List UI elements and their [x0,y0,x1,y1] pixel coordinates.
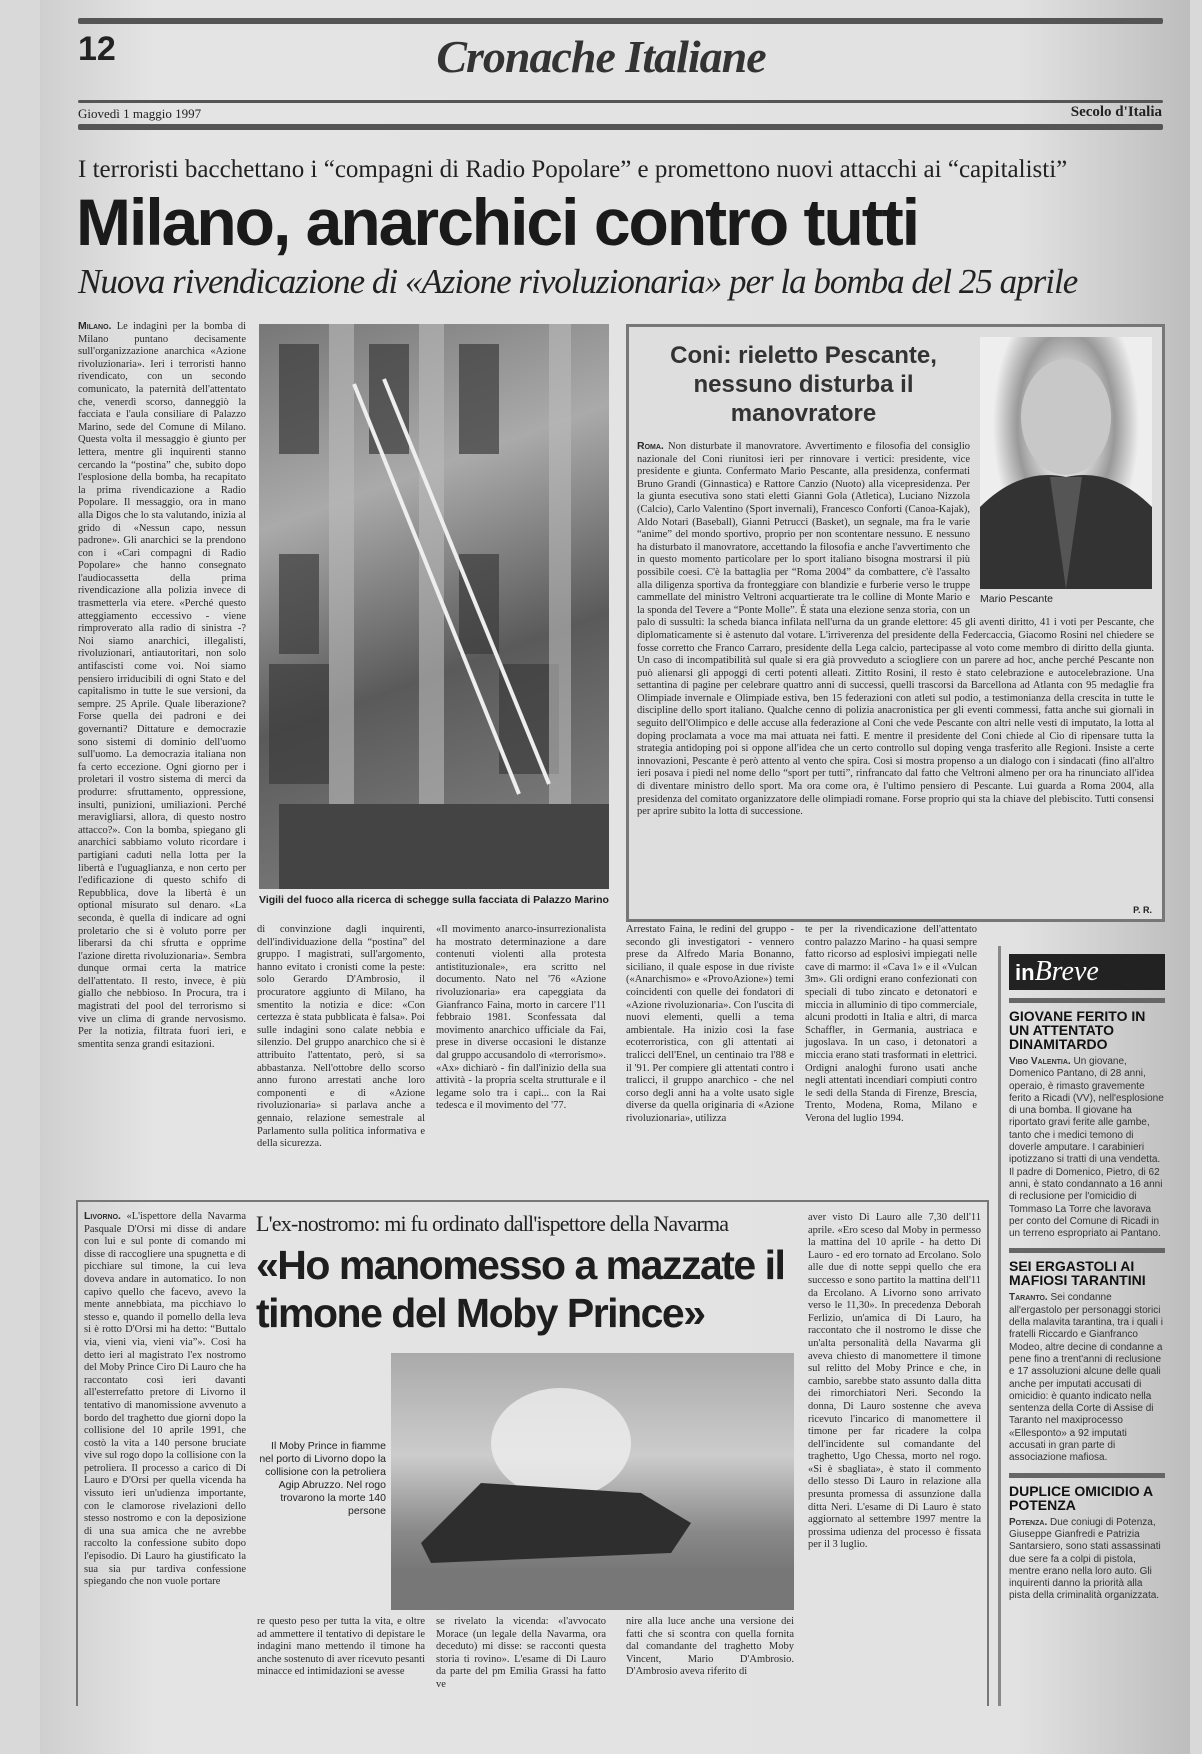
title-breve: Breve [1034,956,1099,987]
coni-headline: Coni: rieletto Pescante, nessuno disturba il manovratore [670,342,937,427]
article-text: «L'ispettore della Navarma Pasquale D'Orsi mi disse di andare con lui e sul ponte di comando mi disse di raccogliere una spugnetta e di picchiare sul timone, la cui leva doveva andare in automatico. Io non capivo quello che facevo, avevo la mente annebbiata, ma picchiavo lo stesso e, quando il pomello della leva si è rotto D'Orsi mi ha detto: “Buttalo via, vieni via, vieni via”». Così ha detto ieri al magistrato l'ex nostromo del Moby Prince Ciro Di Lauro che ha raccontato così ieri davanti all'esterrefatto pretore di Livorno il tentativo di manomissione avvenuto a bordo del traghetto due giorni dopo la collisione del 10 aprile 1991, che costò la vita a 140 persone bruciate vive sul rogo dopo la collisione con la petroliera. Il processo a carico di Di Lauro e D'Orsi per quella vicenda ha vissuto ieri un'udienza importante, con le clamorose rivelazioni dello stesso nostromo e con la deposizione di una sua amica che ne avrebbe raccolto la confessione subito dopo l'episodio. Di Lauro ha giustificato la sua sia pur tardiva confessione spiegando che non vuole portare [84,1211,246,1588]
lead-column-4: Arrestato Faina, le redini del gruppo - secondo gli investigatori - vennero prese da Alfredo Maria Bonanno, siciliano, il quale espose in due riviste («Anarchismo» e «ProvoAzione») temi coincidenti con quelle dei fondatori di «Azione rivoluzionaria». Con l'uscita di nuovi elementi, quelli a tema ambientale. Ha inizio così la fase ecoterroristica, con gli attentati ai tralicci dell'Enel, un centinaio tra l'88 e il '91. Per compiere gli attentati contro i tralicci, il gruppo anarchico - che nel corso degli anni ha a volte usato sigle diverse da quella originaria di «Azione rivoluzionaria», utilizza [626,924,794,1124]
moby-heading-block [256,1210,796,1337]
brief-body: Due coniugi di Potenza, Giuseppe Gianfredi e Patrizia Santarsiero, sono stati assassinati due sere fa a colpi di pistola, mentre erano nella loro auto. Gli inquirenti danno la priorità alla pista della criminalità organizzata. [1009,1516,1161,1602]
lead-subtitle: Nuova rivendicazione di «Azione rivoluzionaria» per la bomba del 25 aprile [78,262,1078,301]
article-text: Non disturbate il manovratore. Avvertimento e filosofia del consiglio nazionale del Coni riunitosi ieri per rinnovare i vertici: presidente, vice presidente e giunta. Confermato Mario Pescante, alla presidenza, confermati Bruno Grandi (Ginnastica) e Rattore Canzio (Nuoto) alla vicepresidenza. Per la giunta esecutiva sono stati eletti Gianni Gola (Atletica), Luciano Nizzola (Calcio), Carlo Valentino (Sport invernali), Francesco Conforti (Canoa-Kajak), Aldo Notari (Baseball), Gianni Petrucci (Basket), un segnale, ma fra le varie “anime” del mondo sportivo, proprio per non scontentare nessuno. E nessuno ha disturbato il manovratore, accettando la filosofia e anche l'avvertimento che in questo momento particolare per lo sport italiano bisogna mostrarsi il più possibile coesi. C'è la battaglia per “Roma 2004” da combattere, c'è l'assalto alla diligenza sportiva da fronteggiare con blandizie e furberie verso le truppe cammellate del ministro Veltroni acquartierate tra le colline di Monte Mario e la sponda del Tevere a “Ponte Molle”. È stata una elezione senza storia, con un palo di sussulti: la scheda bianca infilata nell'urna da un grande elettore: 45 gli aventi diritto, 41 i voti per Pescante, che diplomaticamente si è astenuto dal votare. L'irriverenza del presidente della Federcaccia, Giacomo Rosini nel chiedere se fosse corretto che Franco Carraro, presidente della Lega calcio, partecipasse al voto come membro di diritto della giunta. Un caso di incompatibilità sul quale si era già provveduto a sciogliere con un parere ad hoc, anche perché Pescante non può alienarsi gli appoggi di certi potenti alleati. Zittito Rosini, il resto è stato celebrazione e autocelebrazione. Una settantina di pagine per celebrare quattro anni di successi, quelli trascorsi da Barcellona ad Atlanta con 95 medaglie fra Olimpiade invernale e Olimpiade estiva, ben 15 federazioni con atleti sul podio, a testimonianza della crescita in tutte le discipline dello sport italiano. Qualche cenno di polizia anacronistica per gli eventi commessi, fatta anche sui giornali in seguito dell'Olimpico e delle accuse alla federazione al Coni che vede Pescante con altri nelle vesti di imputato, la lotta al doping proclamata a voce ma mai attuata nei fatti. E mentre il presidente del Coni chiede al Cio di ripensare tutta la strategia antidoping poi si oppone all'idea che un certo controllo sul doping venga trasferito alle Regioni. Insiste a certe innovazioni, Pescante è però attento al vento che spira. Così si mostra propenso a un dialogo con i sindacati (fino all'altro ieri posava i piedi nel nome dello “sport per tutti”, rinfrancato dal fatto che Veltroni almeno per ora ha rinunciato all'idea di diventare ministro dello sport. Ma ora come ora, è l'ultimo pensiero di Pescante. Lui guarda a Roma 2004, alla presidenza del comitato organizzatore delle olimpiadi romane. Forse proprio qui sta la chiave del plebiscito. Tutti consensi per aprire subito la lotta di successione. [637,441,1154,818]
lead-column-3: «Il movimento anarco-insurrezionalista ha mostrato determinazione a dare contenuti violenti alla protesta antistituzionale», era scritto nel documento. Nato nel '76 «Azione rivoluzionaria» era capeggiata da Gianfranco Faina, morto in carcere l'11 febbraio 1981. Sconfessata dal movimento anarchico ufficiale da Fai, prese in diverse occasioni le distanze dal gruppo accusandolo di «terrorismo». «Ax» dichiarò - fin dall'inizio della sua attività - la propria scelta strutturale e il legame solo tra i capi... con la Rai tedesca e il movimento del '77. [436,924,606,1112]
palazzo-marino-photo [259,324,609,889]
brief-headline: DUPLICE OMICIDIO A POTENZA [1009,1482,1153,1513]
publication-name: Secolo d'Italia [1070,104,1162,120]
divider [1009,1248,1165,1253]
portrait-figure [980,337,1152,589]
moby-column-4: nire alla luce anche una versione dei fatti che si scontra con quella fornita dal comandante del traghetto Moby Vincent, Mario D'Ambrosio. D'Ambrosio aveva riferito di [626,1616,794,1678]
header-rule [78,100,1163,103]
divider [1009,1473,1165,1478]
moby-column-3: se rivelato la vicenda: «l'avvocato Morace (un legale della Navarma, ora deceduto) mi disse: se racconti questa storia ti rovino». L'esame di Di Lauro da parte del pm Emilia Grassi ha fatto ve [436,1616,606,1690]
header-bottom-rule [78,124,1163,130]
moby-column-1 [84,1210,246,1702]
moby-column-2: re questo peso per tutta la vita, e oltre ad ammettere il tentativo di depistare le indagini mano mettendo il timone ha anche sostenuto di aver ricevuto pesanti minacce ed intimidazioni se avesse [257,1616,425,1678]
signature: P. R. [1133,905,1152,915]
brief-text [1009,1517,1165,1603]
coni-content [637,337,1154,907]
pescante-portrait [980,337,1152,589]
in-breve-sidebar [998,946,1165,1706]
moby-prince-photo [391,1353,794,1610]
issue-date: Giovedì 1 maggio 1997 [78,106,202,121]
in-breve-title [1009,954,1165,990]
lead-column-5: te per la rivendicazione dell'attentato contro palazzo Marino - ha quasi sempre fatto ricorso ad esplosivi impiegati nelle cave di marmo: il «Cava 1» e il «Vulcan 3m». Gli ordigni erano confezionati con speciali di tubo zincato e detonatori e miccia in alluminio di tipo commerciale, alcuni prodotti in Italia e altri, di marca Schaffler, in Germania, austriaca e jugoslava. In un caso, i detonatori a miccia erano stati trasformati in elettrici. Ordigni analoghi furono usati anche negli attentati incendiari compiuti contro le sedi della Standa di Firenze, Brescia, Trento, Modena, Roma, Milano e Verona del luglio 1994. [805,924,977,1124]
lead-kicker: I terroristi bacchettano i “compagni di Radio Popolare” e promettono nuovi attacchi ai “capitalisti” [78,156,1068,183]
section-title: Cronache Italiane [436,31,766,82]
dateline: Milano. [78,320,112,332]
moby-headline: «Ho manomesso a mazzate il timone del Moby Prince» [256,1242,785,1336]
lead-column-1 [78,320,247,1050]
burning-ship [391,1353,794,1610]
dateline: Taranto. [1009,1292,1048,1304]
coni-box [626,324,1165,922]
brief-body: Sei condanne all'ergastolo per personaggi storici della malavita tarantina, tra i quali i fratelli Riccardo e Gianfranco Modeo, altre decine di condanne a pene fino a trent'anni di reclusione e 17 assoluzioni alcune delle quali anche per imputati accusati di omicidio: è quanto indicato nella sentenza della Corte di Assise di Taranto nel maxiprocesso «Ellesponto» a 92 imputati accusati in gran parte di associazione mafiosa. [1009,1292,1163,1464]
title-in: in [1015,960,1035,985]
dateline: Potenza. [1009,1516,1048,1528]
dateline: Livorno. [84,1210,121,1222]
dateline: Vibo Valentia. [1009,1056,1071,1067]
moby-kicker: L'ex-nostromo: mi fu ordinato dall'ispettore della Navarma [256,1211,729,1236]
brief-headline: GIOVANE FERITO IN UN ATTENTATO DINAMITARDO [1009,1008,1146,1052]
moby-photo-caption: Il Moby Prince in fiamme nel porto di Livorno dopo la collisione con la petroliera Agip Abruzzo. Nel rogo trovarono la morte 140 persone [259,1440,386,1517]
moby-column-5: aver visto Di Lauro alle 7,30 dell'11 aprile. «Ero sceso dal Moby in permesso la mattina del 10 aprile - ha detto Di Lauro - ed ero tornato ad Ercolano. Solo alle due di notte seppi quello che era successo e sono partito la mattina dell'11 da Ercolano. A Livorno sono arrivato verso le 11,30». In precedenza Deborah Ferlizio, un'amica di Di Lauro, ha raccontato che il nostromo le disse che un'alta personalità della Navarma gli aveva chiesto di manomettere il timone sul relitto del Moby Prince e che, in cambio, sarebbe stato assunto dalla ditta dei rimorchiatori Neri. Secondo la donna, Di Lauro sostenne che aveva ricevuto l'incarico di manomettere il timone per far ricadere la colpa dell'incidente sul comandante del traghetto, Ugo Chessa, morto nel rogo. «Si è sbagliata», è stato il commento dello stesso Di Lauro in relazione alla presunta promessa di assunzione dalla ditta Neri. L'esame di Di Lauro è stato aggiornato al settembre 1997 mentre la prossima udienza del processo è fissata per il 3 luglio. [808,1212,981,1551]
photo-caption: Vigili del fuoco alla ricerca di schegge sulla facciata di Palazzo Marino [259,894,609,906]
lead-headline: Milano, anarchici contro tutti [76,185,919,259]
brief-headline: SEI ERGASTOLI AI MAFIOSI TARANTINI [1009,1258,1146,1289]
photo-scene [259,324,609,889]
divider [1009,998,1165,1003]
pescante-figure [980,337,1154,605]
brief-text [1009,1056,1165,1240]
brief-body: Un giovane, Domenico Pantano, di 28 anni, operaio, è rimasto gravemente ferito a Ricadi (VV), nell'esplosione di una bomba. Il giovane ha riportato gravi ferite alle gambe, tanto che i medici temono di doverle amputare. I carabinieri ipotizzano si tratti di una vendetta. Il padre di Domenico, Pietro, di 62 anni, è stato condannato a 16 anni di reclusione per l'omicidio di Tommaso La Torre che lavorava per conto del Comune di Ricadi in un terreno espropriato ai Pantano. [1009,1056,1164,1240]
portrait-caption: Mario Pescante [980,593,1053,605]
lead-column-2: di convinzione dagli inquirenti, dell'individuazione della “postina” del gruppo. I magistrati, sull'argomento, hanno evitato i cronisti come la peste: solo Gerardo D'Ambrosio, il procuratore aggiunto di Milano, ha smentito la notizia e dice: «Con certezza è stata pubblicata è falsa». Poi sulle indagini sono calate nebbia e silenzio. Del gruppo anarchico che si è attribuito l'attentato, però, si sa abbastanza. Nell'ottobre dello scorso anno furono arrestati anche loro componenti e di «Azione rivoluzionaria» si parlava anche a gennaio, relazione semestrale al Parlamento sulla politica informativa e della sicurezza. [257,924,425,1150]
top-rule [78,18,1163,24]
dateline: Roma. [637,440,664,452]
article-text: Le indagini per la bomba di Milano puntano decisamente sull'organizzazione anarchica «Azione rivoluzionaria». Ieri i terroristi hanno rivendicato, con un secondo comunicato, la paternità dell'attentato che, venerdì scorso, danneggiò la facciata e l'aula consiliare di Palazzo Marino, sede del Comune di Milano. Questa volta il messaggio è giunto per lettera, mentre gli inquirenti stanno cercando la “postina” che, subito dopo l'esplosione della bomba, ha recapitato la prima rivendicazione a Radio Popolare. Il messaggio, ora in mano alla Digos che lo sta valutando, inizia al grido di «Nessun capo, nessun padrone». Gli anarchici se la prendono con i «Cari compagni di Radio Popolare» che hanno consegnato l'audiocassetta della prima rivendicazione alla polizia invece di trasmetterla via etere. «Perché questo atteggiamento eccessivo - viene rimproverato alla radio di sinistra -? Noi siamo anarchici, illegalisti, rivoluzionari, antiautoritari, non solo antifascisti come voi. Noi siamo pensiero irriducibili di ogni Stato e del capitalismo in tutte le sue versioni, da sempre. 25 Aprile. Quale liberazione? Forse quella dei padroni e dei governanti? Dittature e democrazie sono sistemi di dominio dell'uomo sull'uomo. La democrazia italiana non fa certo eccezione. Ogni giorno per i proletari il vostro sistema di merci da produrre: sfruttamento, oppressione, insulti, punizioni, umiliazioni. Perché meravigliarsi, allora, di questo nostro attacco?». Con la bomba, spiegano gli anarchici sabbiamo voluto ricordare i partigiani caduti nella lotta per la libertà e l'uguaglianza, e non certo per l'edificazione di questo schifo di Repubblica, dove la libertà è un optional misurato sul denaro. «La seconda, è quella di indicare ad ogni proletario che si è voluto porre per liberarsi da chi sfrutta e opprime l'azione diretta rivoluzionaria». Sembra dunque ormai certa la matrice dell'attentato. Il resto, invece, è più giallo che nebbioso. In Procura, tra i magistrati del pool del terrorismo si vive un clima di grande nervosismo. Per la notizia, filtrata fuori ieri, e smentita senza grandi esitazioni. [78,321,247,1050]
page-number: 12 [78,30,116,68]
brief-text [1009,1292,1165,1464]
